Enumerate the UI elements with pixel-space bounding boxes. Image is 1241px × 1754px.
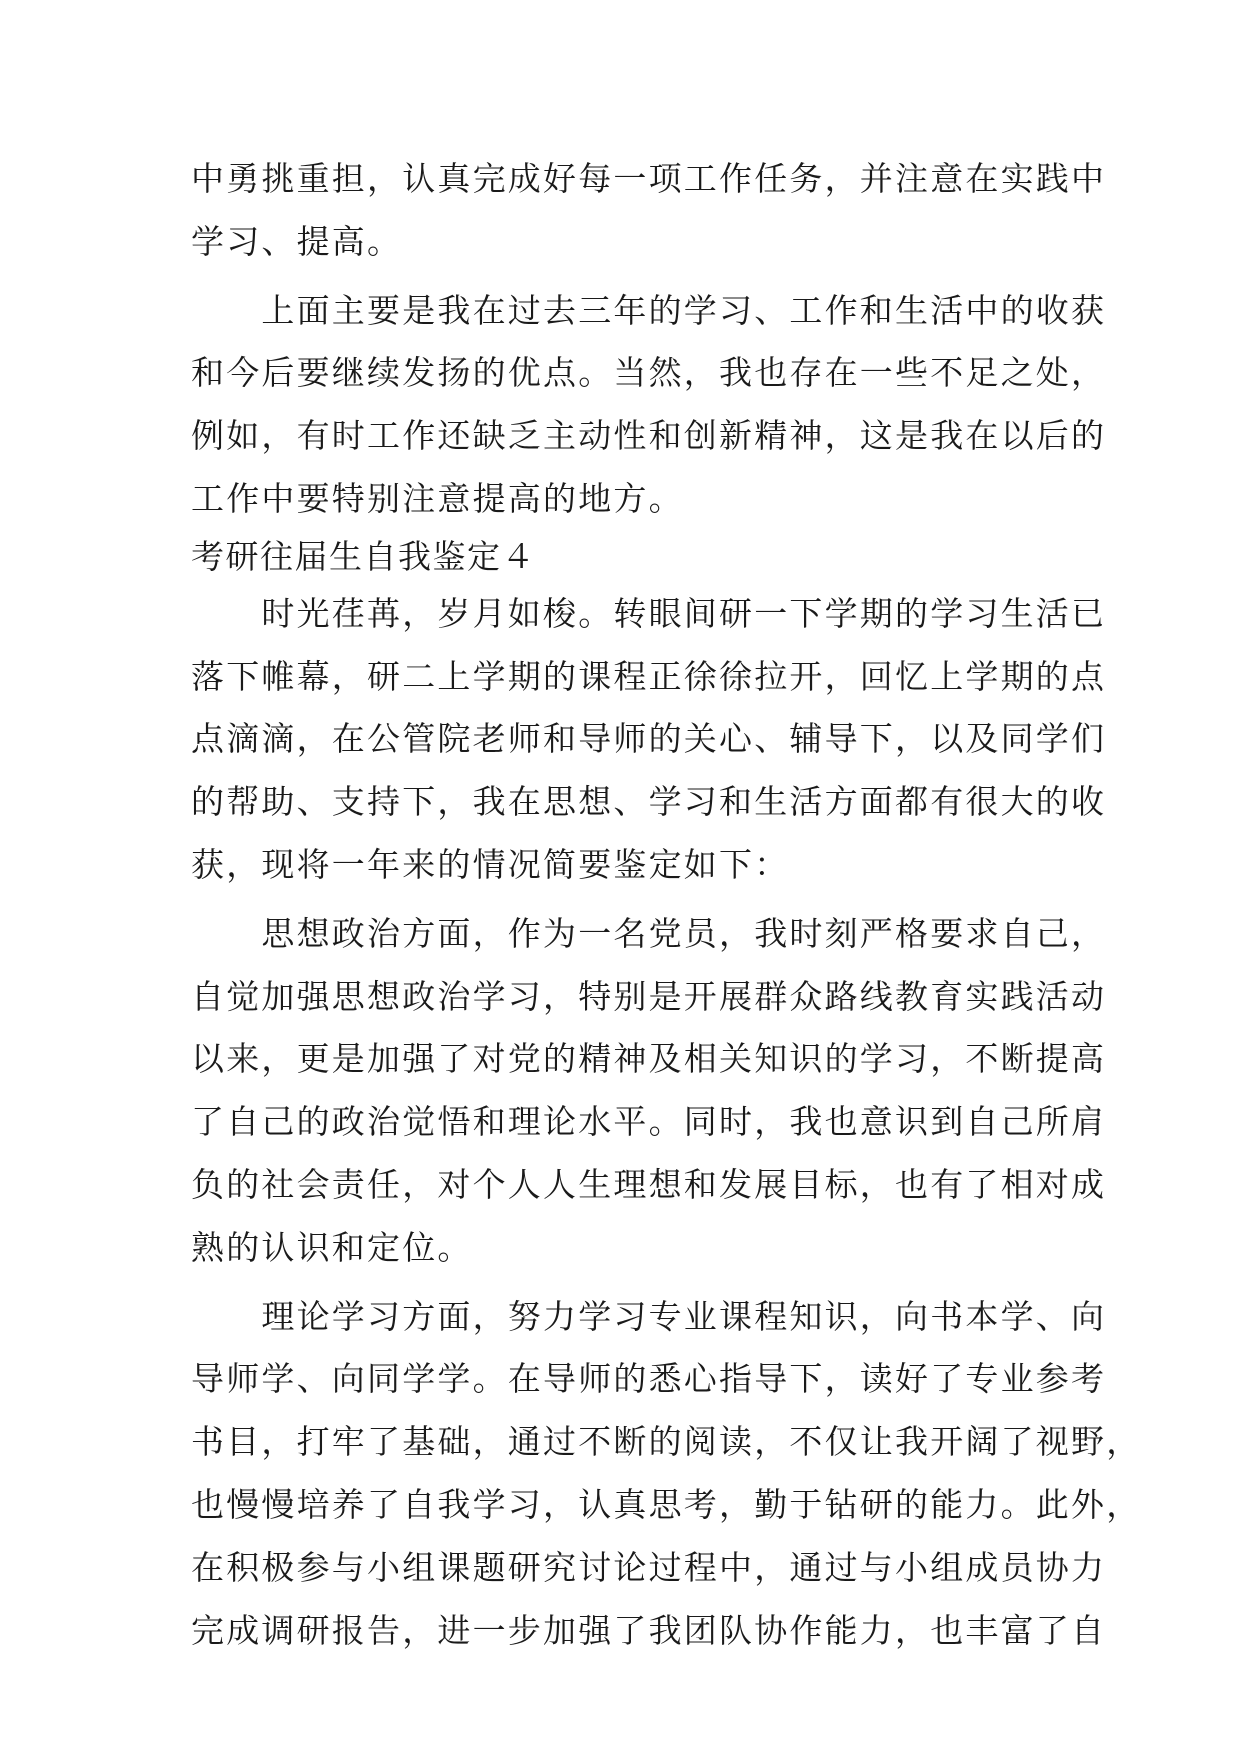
text-line: 例如，有时工作还缺乏主动性和创新精神，这是我在以后的 [191, 416, 1107, 456]
text-line: 上面主要是我在过去三年的学习、工作和生活中的收获 [191, 290, 1107, 330]
text-line: 以来，更是加强了对党的精神及相关知识的学习，不断提高 [191, 1039, 1107, 1079]
text-line: 时光荏苒，岁月如梭。转眼间研一下学期的学习生活已 [191, 593, 1107, 633]
text-line: 获，现将一年来的情况简要鉴定如下： [191, 844, 790, 884]
text-line: 熟的认识和定位。 [191, 1227, 473, 1267]
text-line: 在积极参与小组课题研究讨论过程中，通过与小组成员协力 [191, 1547, 1107, 1587]
text-line: 点滴滴，在公管院老师和导师的关心、辅导下，以及同学们 [191, 719, 1107, 759]
document-page [191, 148, 1142, 1662]
text-line: 落下帷幕，研二上学期的课程正徐徐拉开，回忆上学期的点 [191, 656, 1107, 696]
paragraph-intro [191, 583, 1107, 897]
text-line: 中勇挑重担，认真完成好每一项工作任务，并注意在实践中 [191, 159, 1107, 198]
text-line: 思想政治方面，作为一名党员，我时刻严格要求自己， [191, 913, 1107, 953]
text-line: 也慢慢培养了自我学习，认真思考，勤于钻研的能力。此外， [191, 1484, 1142, 1524]
text-line: 工作中要特别注意提高的地方。 [191, 478, 684, 518]
text-line: 的帮助、支持下，我在思想、学习和生活方面都有很大的收 [191, 782, 1107, 822]
text-line: 理论学习方面，努力学习专业课程知识，向书本学、向 [191, 1296, 1107, 1336]
text-line: 书目，打牢了基础，通过不断的阅读，不仅让我开阔了视野， [191, 1422, 1142, 1462]
text-line: 和今后要继续发扬的优点。当然，我也存在一些不足之处， [191, 353, 1107, 393]
paragraph-study [191, 1286, 1142, 1663]
paragraph-summary [191, 280, 1107, 531]
paragraph-politics [191, 903, 1107, 1280]
section-title: 考研往届生自我鉴定４ [191, 536, 536, 576]
text-line: 负的社会责任，对个人人生理想和发展目标，也有了相对成 [191, 1164, 1107, 1204]
text-line: 了自己的政治觉悟和理论水平。同时，我也意识到自己所肩 [191, 1102, 1107, 1142]
text-line: 完成调研报告，进一步加强了我团队协作能力，也丰富了自 [191, 1610, 1107, 1650]
text-line: 学习、提高。 [191, 221, 403, 261]
text-line: 导师学、向同学学。在导师的悉心指导下，读好了专业参考 [191, 1359, 1107, 1399]
paragraph-continued [191, 148, 1107, 274]
text-line: 自觉加强思想政治学习，特别是开展群众路线教育实践活动 [191, 976, 1107, 1016]
